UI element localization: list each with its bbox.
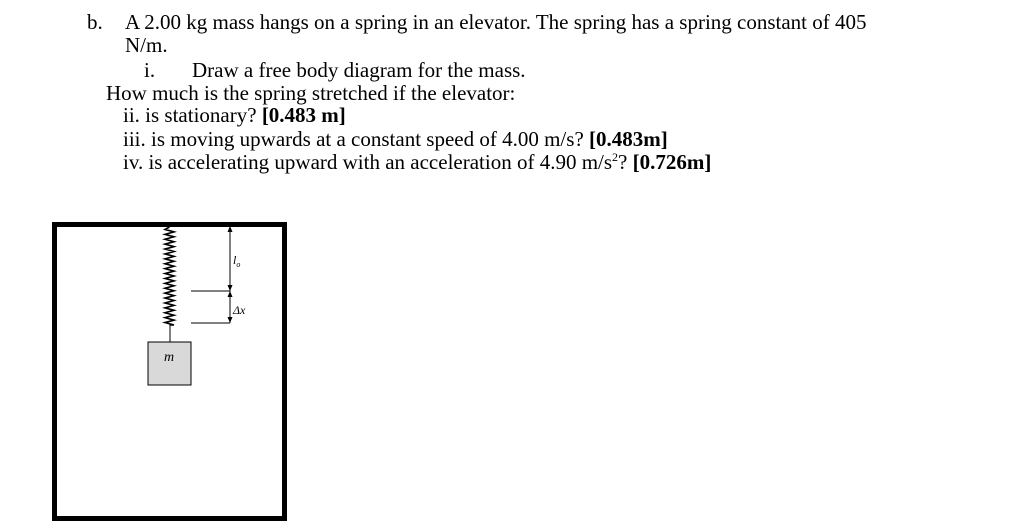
natural-length-label: $l_o$ — [233, 253, 241, 269]
mass-label: m — [163, 350, 175, 365]
problem-statement-line-1 — [87, 11, 867, 34]
part-i-text: Draw a free body diagram for the mass. — [192, 58, 526, 82]
elevator-diagram — [52, 222, 288, 522]
natural-length-arrowhead-bottom — [228, 285, 233, 291]
part-iv-text-end: ? — [618, 150, 633, 174]
part-i — [144, 59, 526, 82]
part-iv-superscript: 2 — [612, 150, 619, 164]
part-iii — [123, 128, 668, 151]
problem-statement-line-2 — [125, 34, 168, 57]
part-iv-text: iv. is accelerating upward with an acceleration of 4.90 m/s — [123, 150, 613, 174]
part-i-numeral: i. — [144, 58, 156, 82]
question-prompt-text: How much is the spring stretched if the elevator: — [106, 81, 516, 105]
problem-statement-continued: N/m. — [125, 33, 168, 57]
stretch-label: Δx — [233, 303, 246, 317]
part-iii-text: iii. is moving upwards at a constant speed of 4.00 m/s? — [123, 127, 590, 151]
problem-statement: A 2.00 kg mass hangs on a spring in an elevator. The spring has a spring constant of 405 — [125, 10, 867, 34]
part-ii-text: ii. is stationary? — [123, 103, 262, 127]
question-prompt — [106, 82, 515, 105]
problem-label: b. — [87, 10, 103, 34]
stretch-arrowhead-top — [228, 291, 233, 297]
stretch-arrowhead-bottom — [228, 317, 233, 323]
part-iv — [123, 151, 711, 174]
spring-coil — [165, 227, 174, 325]
elevator-diagram-svg — [52, 222, 288, 522]
part-iv-answer: [0.726m] — [632, 150, 712, 174]
part-ii-answer: [0.483 m] — [261, 103, 346, 127]
part-iii-answer: [0.483m] — [589, 127, 668, 151]
part-ii — [123, 104, 346, 127]
